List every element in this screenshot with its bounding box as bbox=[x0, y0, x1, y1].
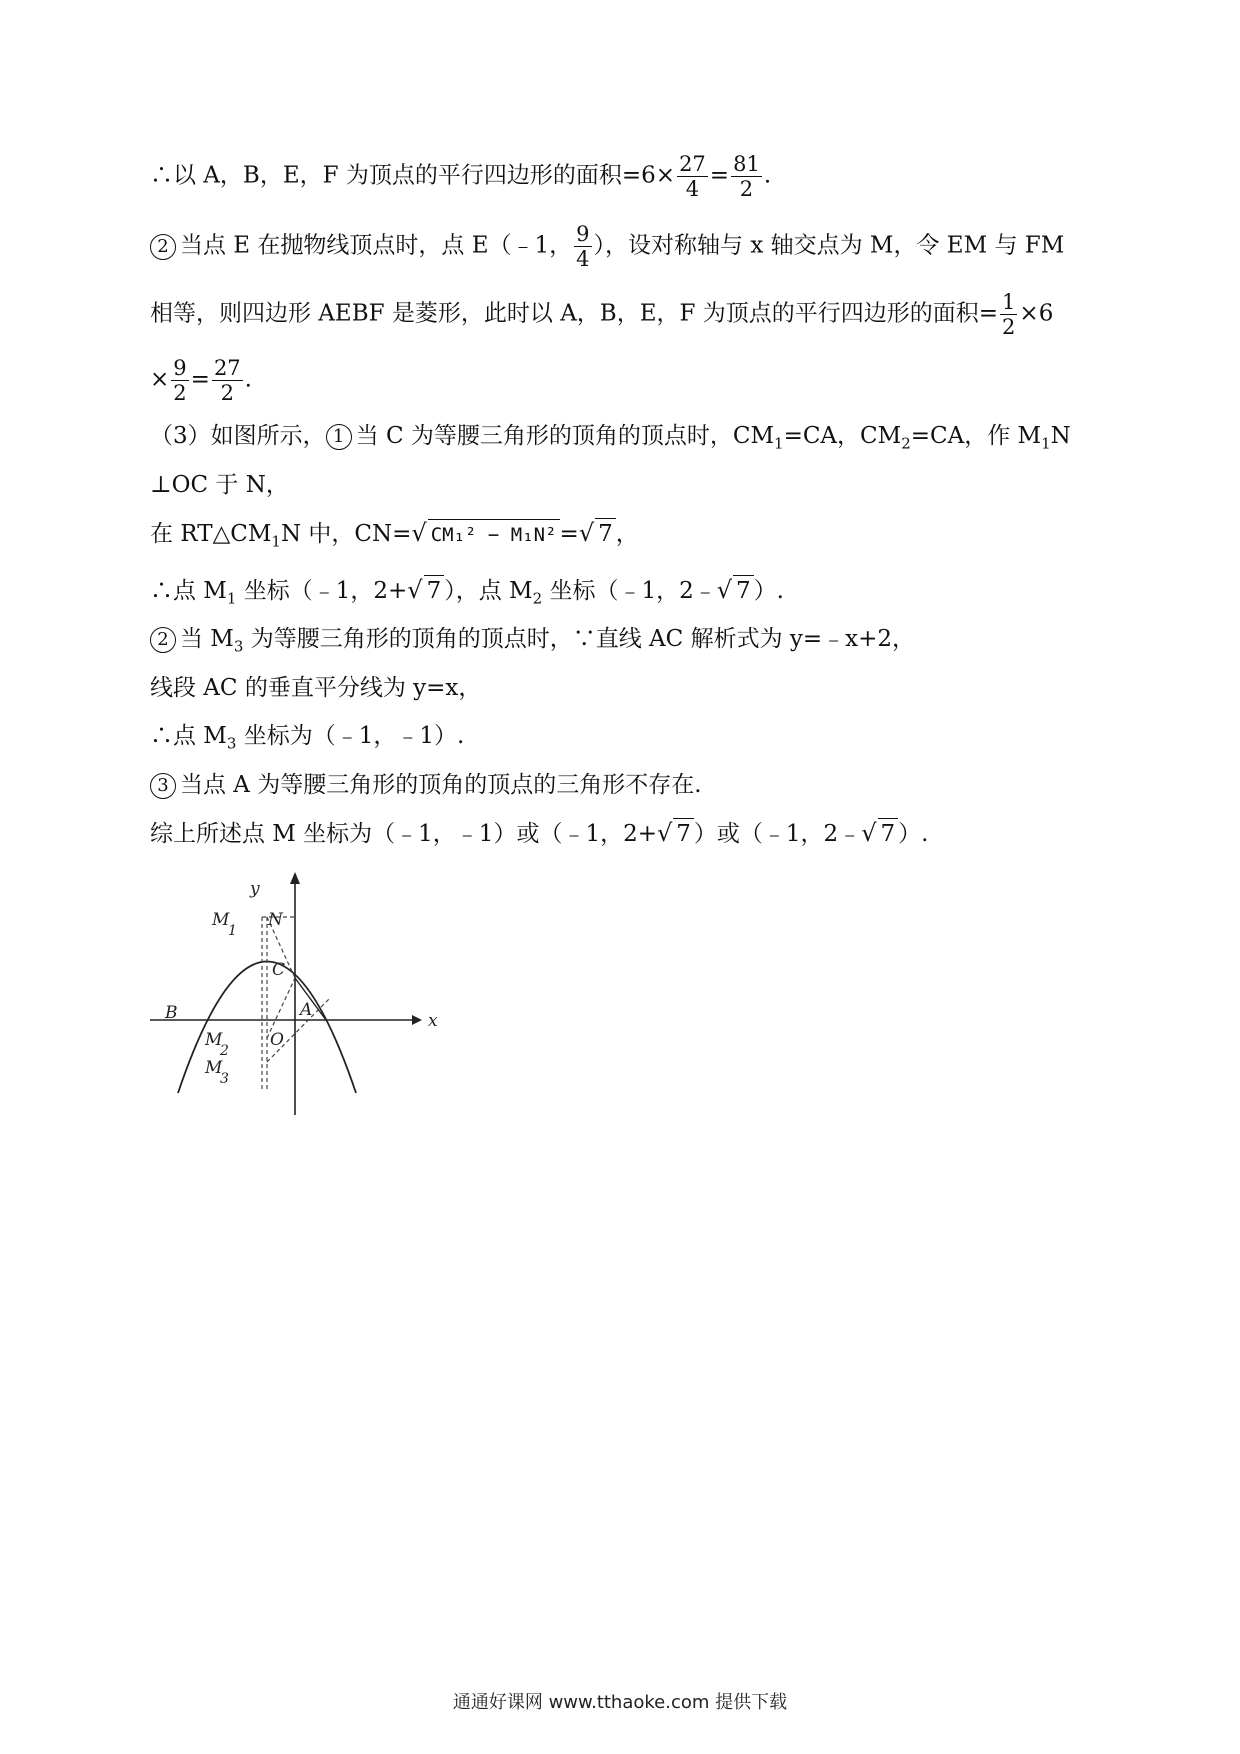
subscript: 1 bbox=[226, 589, 237, 608]
radicand: 7 bbox=[673, 818, 694, 849]
m2-subscript: 2 bbox=[220, 1043, 229, 1059]
numerator: 81 bbox=[733, 152, 760, 176]
a-label: A bbox=[300, 1000, 313, 1020]
numerator: 27 bbox=[679, 152, 706, 176]
text-segment: 相等，则四边形 AEBF 是菱形，此时以 A，B，E，F 为顶点的平行四边形的面积= bbox=[150, 300, 999, 327]
rhombus-line bbox=[150, 290, 1053, 339]
text-segment: = bbox=[709, 162, 730, 189]
perpendicular-line bbox=[150, 470, 289, 500]
text-segment: 当点 E 在抛物线顶点时，点 E（﹣1， bbox=[180, 232, 573, 259]
parabola-figure bbox=[140, 860, 440, 1120]
summary-line bbox=[150, 818, 928, 849]
text-segment: . bbox=[244, 366, 252, 393]
fraction bbox=[1000, 290, 1017, 339]
denominator: 2 bbox=[739, 177, 754, 201]
y-label: y bbox=[250, 879, 260, 899]
m1-subscript: 1 bbox=[228, 923, 237, 939]
subscript: 3 bbox=[226, 734, 237, 753]
text-segment: N bbox=[1050, 423, 1071, 449]
case-2-line bbox=[150, 222, 1064, 271]
fraction bbox=[171, 356, 188, 405]
m1-label: M bbox=[212, 910, 230, 930]
y-axis-arrow bbox=[290, 872, 300, 884]
text-segment: 综上所述点 M 坐标为（﹣1，﹣1）或（﹣1，2+ bbox=[150, 821, 657, 847]
subscript: 1 bbox=[271, 532, 281, 551]
text-segment: ）或（﹣1，2﹣ bbox=[693, 821, 862, 847]
m2-label: M bbox=[205, 1030, 223, 1050]
denominator: 2 bbox=[1002, 315, 1016, 339]
text-segment: N 中，CN= bbox=[280, 521, 412, 547]
radicand: 7 bbox=[878, 818, 899, 849]
text-segment: （3）如图所示， bbox=[150, 423, 326, 449]
text-segment: 坐标为（﹣1，﹣1）. bbox=[236, 723, 465, 749]
right-triangle-line bbox=[150, 518, 639, 557]
text-segment: ），点 M bbox=[444, 578, 533, 604]
denominator: 2 bbox=[173, 381, 187, 405]
text-segment: 为等腰三角形的顶角的顶点时，∵直线 AC 解析式为 y=﹣x+2， bbox=[243, 626, 916, 652]
subscript: 1 bbox=[774, 434, 784, 453]
subscript: 2 bbox=[901, 434, 911, 453]
fraction bbox=[574, 222, 591, 271]
circled-number: 2 bbox=[150, 234, 176, 260]
denominator: 4 bbox=[576, 247, 590, 271]
fraction bbox=[731, 152, 762, 201]
cm2-segment bbox=[267, 978, 295, 1038]
radicand: 7 bbox=[424, 575, 445, 606]
subscript: 2 bbox=[532, 589, 543, 608]
text-segment: 线段 AC 的垂直平分线为 y=x， bbox=[150, 675, 482, 701]
part-3-line bbox=[150, 421, 1071, 459]
text-segment: ）. bbox=[898, 821, 929, 847]
text-segment: ， bbox=[615, 521, 639, 547]
c-label: C bbox=[272, 960, 286, 980]
numerator: 9 bbox=[576, 222, 590, 246]
text-segment: ∴点 M bbox=[150, 723, 227, 749]
radical-sign: √ bbox=[411, 519, 427, 547]
o-label: O bbox=[270, 1030, 284, 1050]
x-label: x bbox=[428, 1011, 438, 1031]
radicand: CM₁² − M₁N² bbox=[428, 519, 560, 550]
subscript: 3 bbox=[233, 637, 244, 656]
text-segment: . bbox=[763, 162, 772, 189]
m3-coordinates-line bbox=[150, 721, 464, 759]
x-axis-arrow bbox=[412, 1015, 422, 1025]
radical-sign: √ bbox=[407, 576, 423, 604]
m1-m2-coordinates-line bbox=[150, 575, 784, 614]
text-segment: ∴以 A，B，E，F 为顶点的平行四边形的面积=6× bbox=[150, 162, 676, 189]
text-segment: = bbox=[190, 366, 210, 393]
radical-sign: √ bbox=[578, 519, 595, 547]
radical-sign: √ bbox=[716, 576, 733, 604]
case-m3-line bbox=[150, 624, 915, 662]
text-segment: ），设对称轴与 x 轴交点为 M，令 EM 与 FM bbox=[593, 232, 1065, 259]
numerator: 9 bbox=[173, 356, 187, 380]
text-segment: ×6 bbox=[1019, 300, 1054, 327]
text-segment: =CA，作 M bbox=[910, 423, 1042, 449]
text-segment: 当点 A 为等腰三角形的顶角的顶点的三角形不存在. bbox=[180, 772, 702, 798]
text-segment: =CA，CM bbox=[783, 423, 902, 449]
denominator: 4 bbox=[685, 177, 700, 201]
bisector-line bbox=[150, 673, 481, 703]
radical-sign: √ bbox=[656, 819, 673, 847]
text-segment: 当 M bbox=[180, 626, 234, 652]
radicand: 7 bbox=[733, 575, 754, 606]
area-conclusion-line bbox=[150, 152, 771, 201]
b-label: B bbox=[165, 1003, 178, 1023]
circled-number: 2 bbox=[150, 627, 176, 653]
area-result-line bbox=[150, 356, 252, 405]
m3-subscript: 3 bbox=[220, 1071, 229, 1087]
text-segment: ∴点 M bbox=[150, 578, 227, 604]
circled-number: 3 bbox=[150, 773, 176, 799]
text-segment: 坐标（﹣1，2﹣ bbox=[542, 578, 717, 604]
page-footer: 通通好课网 www.tthaoke.com 提供下载 bbox=[452, 1692, 788, 1713]
text-segment: 当 C 为等腰三角形的顶角的顶点时，CM bbox=[355, 423, 775, 449]
n-label: N bbox=[268, 910, 283, 930]
numerator: 27 bbox=[213, 356, 241, 380]
radical-sign: √ bbox=[861, 819, 877, 847]
m3-label: M bbox=[205, 1058, 223, 1078]
fraction bbox=[677, 152, 708, 201]
text-segment: 在 RT△CM bbox=[150, 521, 272, 547]
text-segment: ⊥OC 于 N， bbox=[150, 472, 289, 498]
radicand: 7 bbox=[595, 518, 616, 549]
fraction bbox=[212, 356, 243, 405]
circled-number: 1 bbox=[326, 424, 352, 450]
case-a-line bbox=[150, 770, 702, 800]
text-segment: 坐标（﹣1，2+ bbox=[236, 578, 408, 604]
text-segment: ）. bbox=[753, 578, 784, 604]
text-segment: = bbox=[559, 521, 579, 547]
subscript: 1 bbox=[1041, 434, 1051, 453]
text-segment: × bbox=[150, 366, 170, 393]
numerator: 1 bbox=[1002, 290, 1016, 314]
denominator: 2 bbox=[220, 381, 234, 405]
